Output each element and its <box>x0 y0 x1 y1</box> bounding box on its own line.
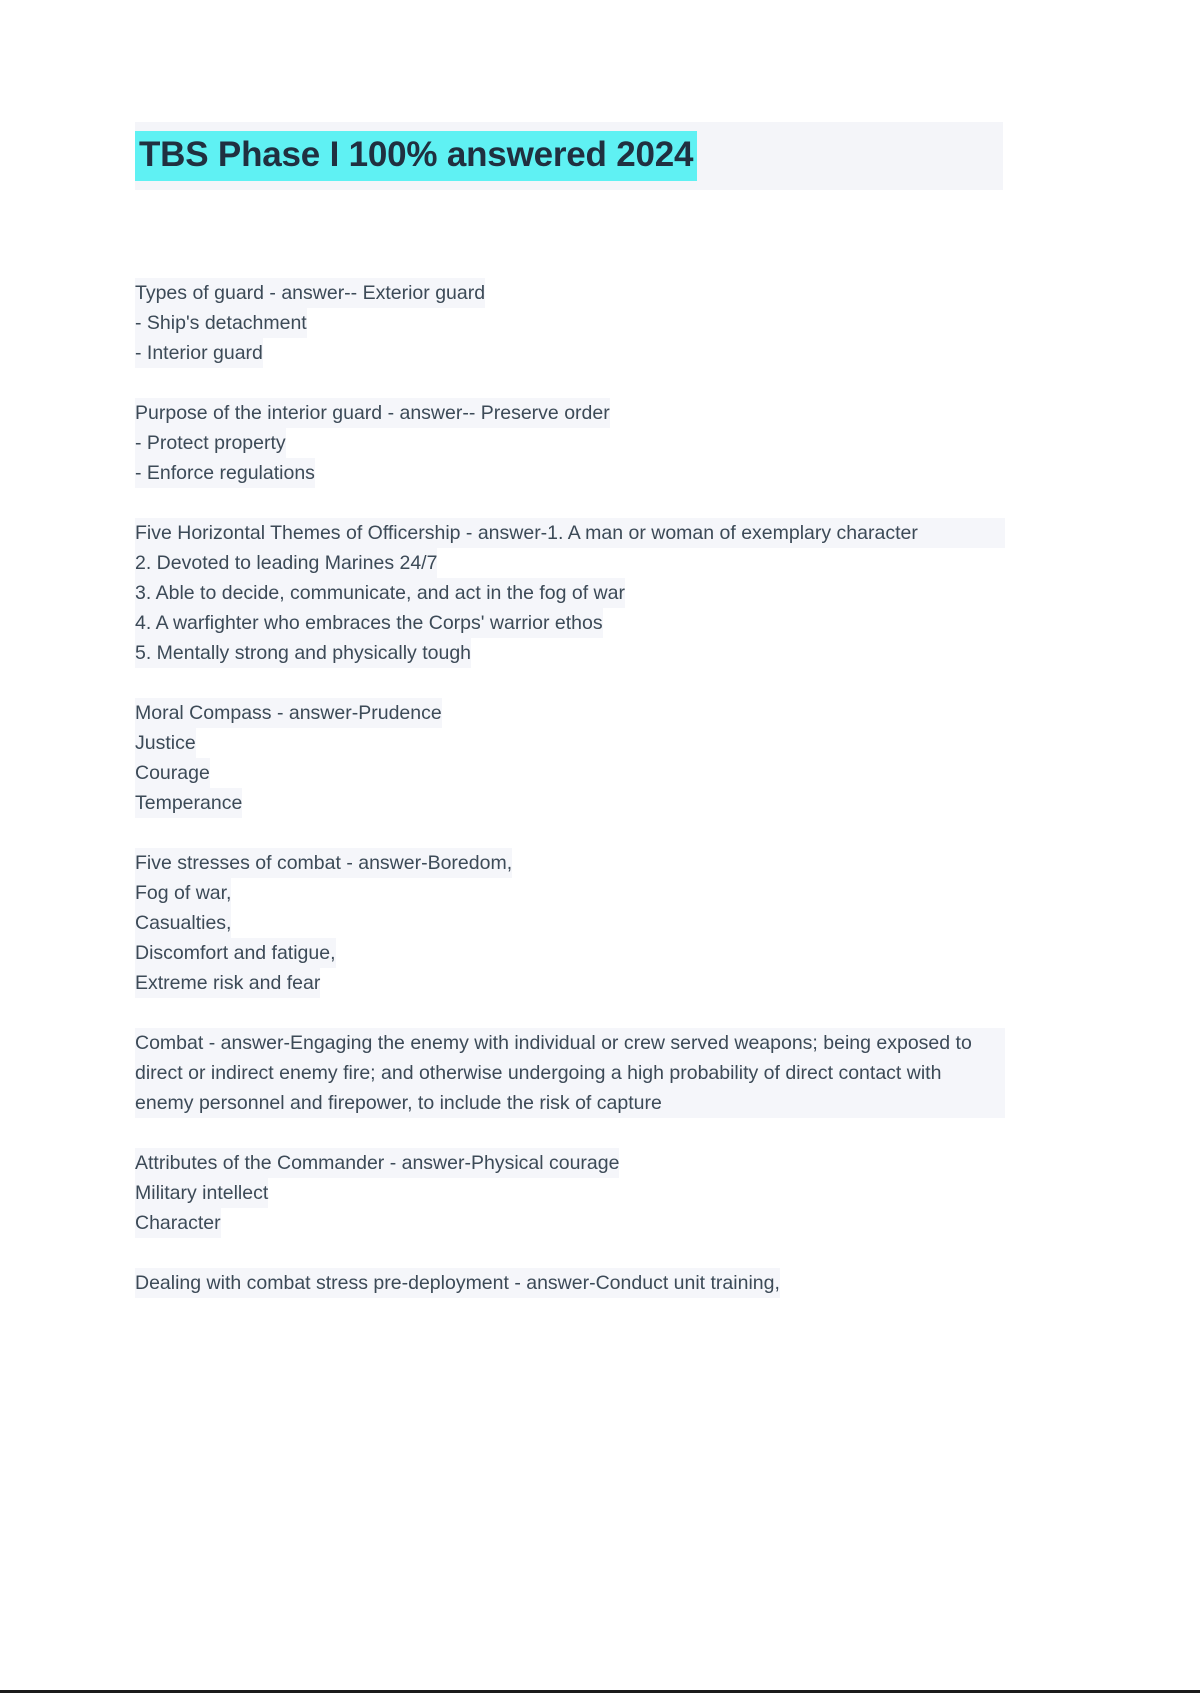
text-line: Moral Compass - answer-Prudence <box>135 698 442 728</box>
text-line: Justice <box>135 728 196 758</box>
text-line: Extreme risk and fear <box>135 968 320 998</box>
text-line: 5. Mentally strong and physically tough <box>135 638 471 668</box>
text-line: Purpose of the interior guard - answer-- Preserve order <box>135 398 610 428</box>
text-line: Dealing with combat stress pre-deployment - answer-Conduct unit training, <box>135 1268 780 1298</box>
page-title: TBS Phase I 100% answered 2024 <box>135 131 697 181</box>
text-line: 3. Able to decide, communicate, and act in the fog of war <box>135 578 625 608</box>
text-line: 4. A warfighter who embraces the Corps' warrior ethos <box>135 608 603 638</box>
text-line: - Enforce regulations <box>135 458 315 488</box>
page-bottom-divider <box>0 1690 1200 1693</box>
text-line: Temperance <box>135 788 242 818</box>
text-line: - Interior guard <box>135 338 263 368</box>
text-line: Courage <box>135 758 210 788</box>
text-line: Military intellect <box>135 1178 268 1208</box>
qa-block-types-of-guard <box>135 278 1005 368</box>
text-line: - Protect property <box>135 428 286 458</box>
text-line: Fog of war, <box>135 878 231 908</box>
text-line: Casualties, <box>135 908 231 938</box>
qa-block-attributes-of-the-commander <box>135 1148 1005 1238</box>
text-line: 2. Devoted to leading Marines 24/7 <box>135 548 437 578</box>
text-line: Combat - answer-Engaging the enemy with individual or crew served weapons; being exposed to direct or indirect enemy fire; and otherwise undergoing a high probability of direct contact with enemy personnel and firepower, to include the risk of capture <box>135 1028 1005 1118</box>
text-line: Five stresses of combat - answer-Boredom, <box>135 848 512 878</box>
text-line: - Ship's detachment <box>135 308 307 338</box>
qa-block-combat <box>135 1028 1005 1118</box>
text-line: Discomfort and fatigue, <box>135 938 336 968</box>
text-line: Types of guard - answer-- Exterior guard <box>135 278 485 308</box>
text-line: Attributes of the Commander - answer-Physical courage <box>135 1148 619 1178</box>
qa-block-five-stresses-of-combat <box>135 848 1005 998</box>
qa-block-purpose-interior-guard <box>135 398 1005 488</box>
document-body <box>135 278 1005 1298</box>
text-line: Five Horizontal Themes of Officership - answer-1. A man or woman of exemplary character <box>135 518 1005 548</box>
text-line: Character <box>135 1208 221 1238</box>
qa-block-five-horizontal-themes <box>135 518 1005 668</box>
qa-block-dealing-with-combat-stress <box>135 1268 1005 1298</box>
qa-block-moral-compass <box>135 698 1005 818</box>
